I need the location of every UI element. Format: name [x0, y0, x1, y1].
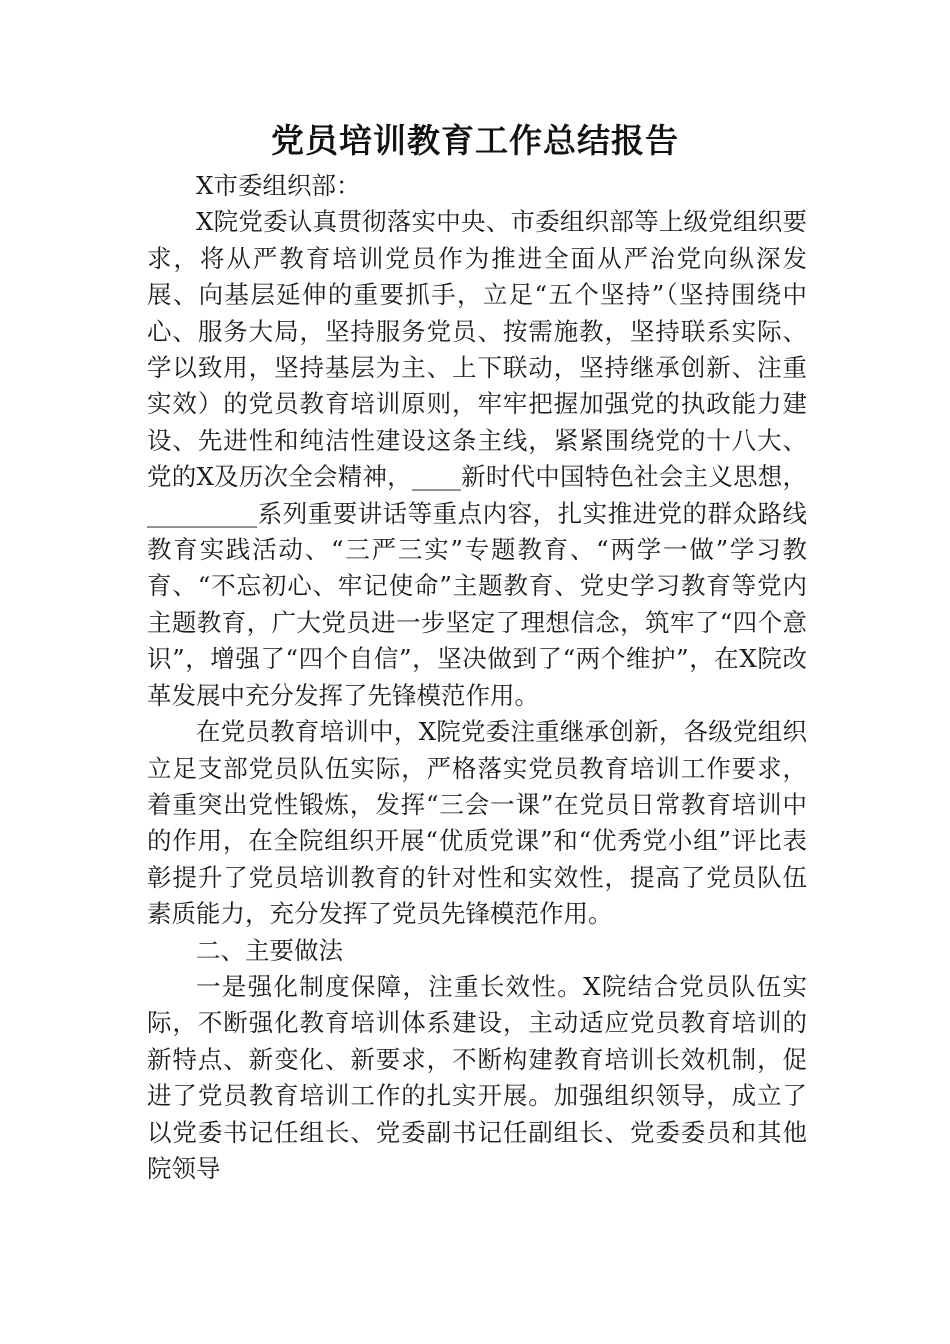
salutation: X市委组织部： [196, 171, 361, 200]
document-body [147, 168, 807, 1187]
paragraph-1: X院党委认真贯彻落实中央、市委组织部等上级党组织要求，将从严教育培训党员作为推进全面从严治党向纵深发展、向基层延伸的重要抓手，立足“五个坚持”（坚持围绕中心、服务大局，坚持服务党员、按需施教，坚持联系实际、学以致用，坚持基层为主、上下联动，坚持继承创新、注重实效）的党员教育培训原则，牢牢把握加强党的执政能力建设、先进性和纯洁性建设这条主线，紧紧围绕党的十八大、党的X及历次全会精神，____新时代中国特色社会主义思想，_________系列重要讲话等重点内容，扎实推进党的群众路线教育实践活动、“三严三实”专题教育、“两学一做”学习教育、“不忘初心、牢记使命”主题教育、党史学习教育等党内主题教育，广大党员进一步坚定了理想信念，筑牢了“四个意识”，增强了“四个自信”，坚决做到了“两个维护”，在X院改革发展中充分发挥了先锋模范作用。 [147, 207, 807, 710]
section-heading: 二、主要做法 [196, 935, 343, 965]
paragraph-2: 在党员教育培训中，X院党委注重继承创新，各级党组织立足支部党员队伍实际，严格落实党员教育培训工作要求，着重突出党性锻炼，发挥“三会一课”在党员日常教育培训中的作用，在全院组织开展“优质党课”和“优秀党小组”评比表彰提升了党员培训教育的针对性和实效性，提高了党员队伍素质能力，充分发挥了党员先锋模范作用。 [147, 717, 807, 929]
document-title: 党员培训教育工作总结报告 [271, 121, 679, 160]
paragraph-3: 一是强化制度保障，注重长效性。X院结合党员队伍实际，不断强化教育培训体系建设，主动适应党员教育培训的新特点、新变化、新要求，不断构建教育培训长效机制，促进了党员教育培训工作的扎实开展。加强组织领导，成立了以党委书记任组长、党委副书记任副组长、党委委员和其他院领导 [147, 971, 807, 1183]
